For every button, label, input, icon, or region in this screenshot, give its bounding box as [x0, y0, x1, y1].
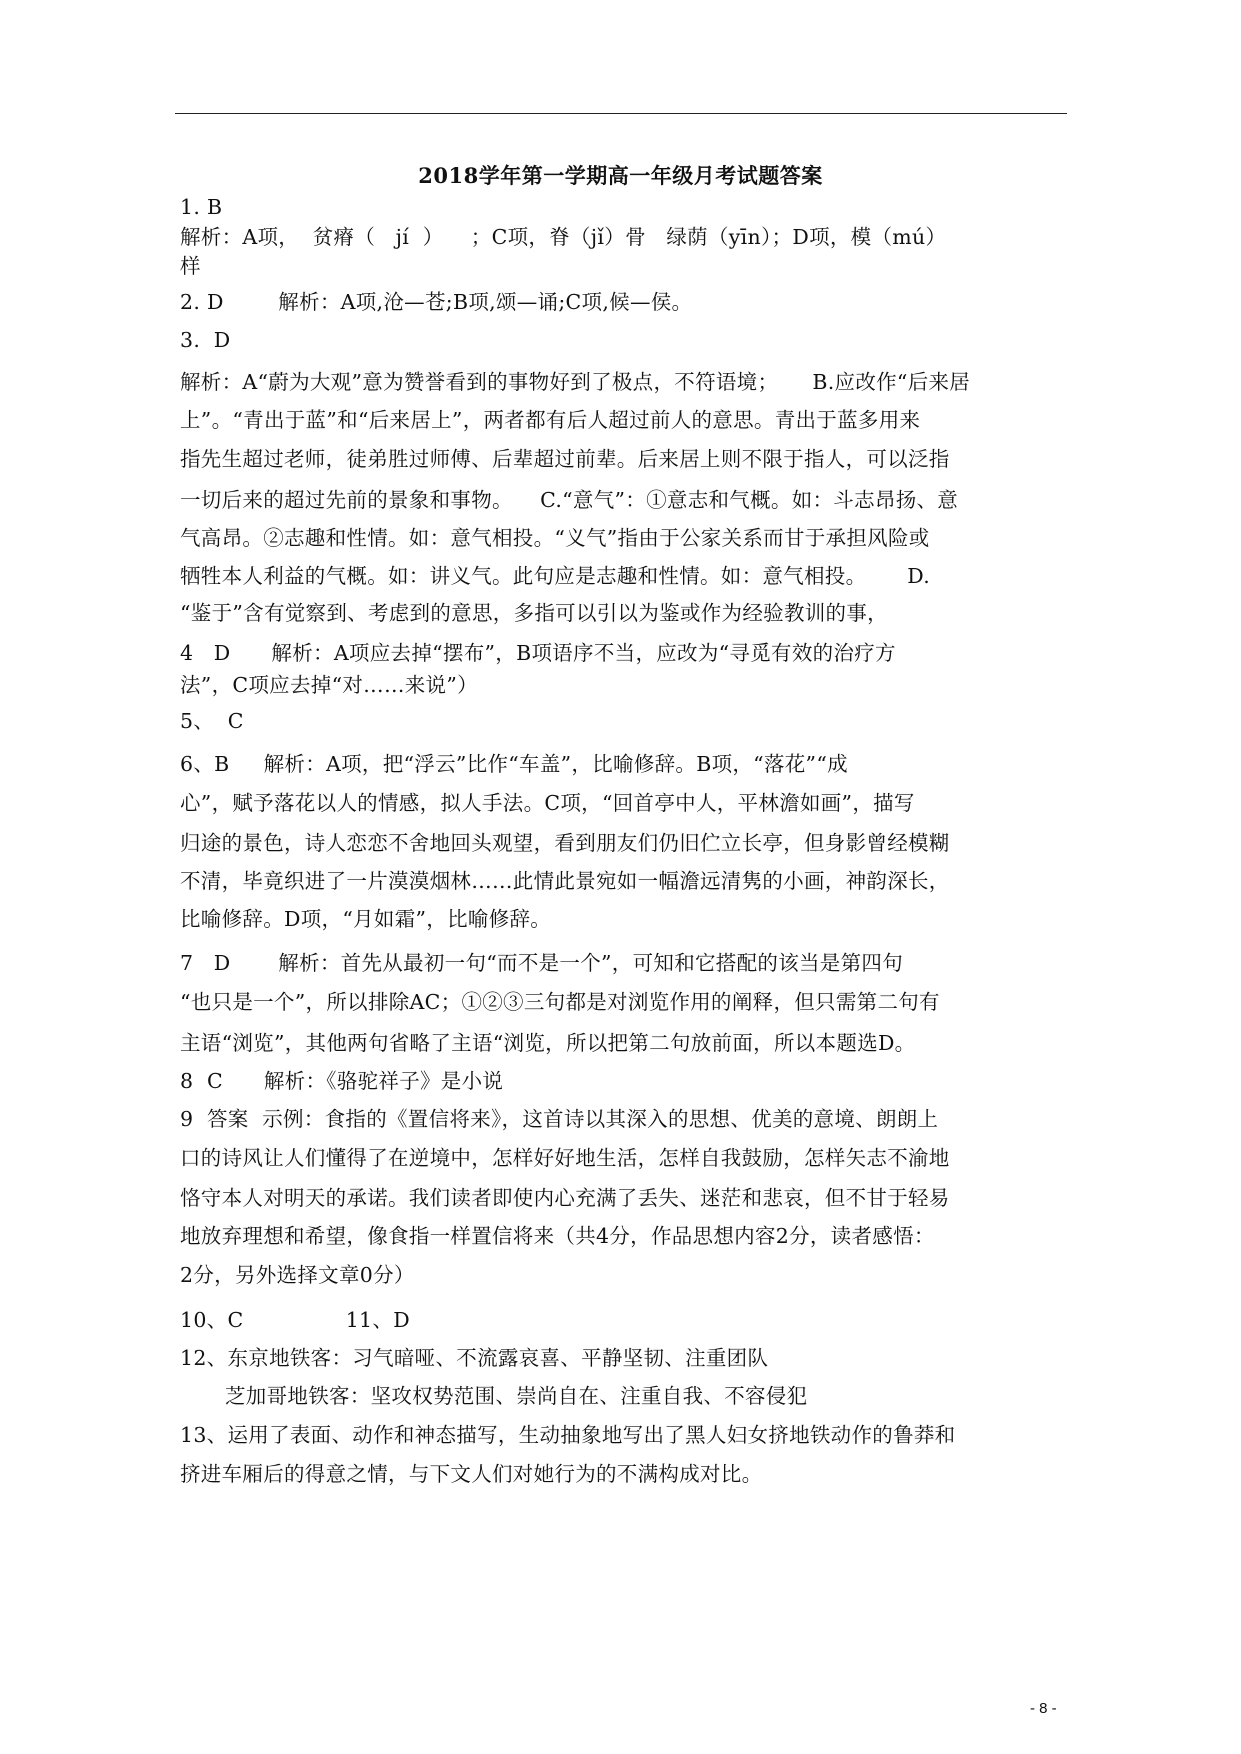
answer-line: 5、 C	[180, 709, 244, 733]
answer-line: 一切后来的超过先前的景象和事物。 C.“意气”：①意志和气概。如：斗志昂扬、意	[180, 488, 959, 512]
answer-line: 解析：A项， 贫瘠（ jí ） ；C项，脊（jǐ）骨 绿荫（yīn）；D项，模（mú）	[180, 225, 947, 249]
answer-line: 归途的景色，诗人恋恋不舍地回头观望，看到朋友们仍旧伫立长亭，但身影曾经模糊	[180, 831, 950, 855]
answer-line: 8 C 解析：《骆驼祥子》是小说	[180, 1069, 504, 1093]
answer-line: 13、运用了表面、动作和神态描写，生动抽象地写出了黑人妇女挤地铁动作的鲁莽和	[180, 1423, 956, 1447]
answer-line: 样	[180, 254, 201, 278]
answer-line: 不清，毕竟织进了一片漠漠烟林……此情此景宛如一幅澹远清隽的小画，神韵深长，	[180, 869, 950, 893]
answer-line: “鉴于”含有觉察到、考虑到的意思，多指可以引以为鉴或作为经验教训的事，	[180, 601, 888, 625]
answer-line: 地放弃理想和希望，像食指一样置信将来（共4分，作品思想内容2分，读者感悟：	[180, 1224, 935, 1248]
answer-line: 2分，另外选择文章0分）	[180, 1263, 415, 1287]
answer-line: 9 答案 示例：食指的《置信将来》，这首诗以其深入的思想、优美的意境、朗朗上	[180, 1107, 939, 1131]
answer-line: 10、C 11、D	[180, 1308, 410, 1332]
answer-line: 7 D 解析：首先从最初一句“而不是一个”，可知和它搭配的该当是第四句	[180, 951, 904, 975]
answer-line: 法”，C项应去掉“对……来说”）	[180, 673, 478, 697]
answer-line: 比喻修辞。D项，“月如霜”，比喻修辞。	[180, 907, 552, 931]
answer-line: 1. B	[180, 195, 223, 219]
answer-line: 上”。“青出于蓝”和“后来居上”，两者都有后人超过前人的意思。青出于蓝多用来	[180, 408, 921, 432]
header-rule	[175, 113, 1067, 114]
answer-line: 恪守本人对明天的承诺。我们读者即使内心充满了丢失、迷茫和悲哀，但不甘于轻易	[180, 1186, 950, 1210]
answer-line: 2. D 解析：A项,沧—苍;B项,颂—诵;C项,候—侯。	[180, 290, 693, 314]
page-title: 2018学年第一学期高一年级月考试题答案	[418, 163, 823, 188]
answer-line: 心”，赋予落花以人的情感，拟人手法。C项，“回首亭中人，平林澹如画”，描写	[180, 791, 915, 815]
answer-line: “也只是一个”，所以排除AC；①②③三句都是对浏览作用的阐释，但只需第二句有	[180, 990, 940, 1014]
answer-line: 牺牲本人利益的气概。如：讲义气。此句应是志趣和性情。如：意气相投。 D.	[180, 564, 931, 588]
answer-line: 12、东京地铁客：习气暗哑、不流露哀喜、平静坚韧、注重团队	[180, 1346, 769, 1370]
answer-line: 4 D 解析：A项应去掉“摆布”，B项语序不当，应改为“寻觅有效的治疗方	[180, 641, 896, 665]
page-number: - 8 -	[1030, 1700, 1057, 1717]
answer-line: 3. D	[180, 328, 231, 352]
answer-line: 指先生超过老师，徒弟胜过师傅、后辈超过前辈。后来居上则不限于指人，可以泛指	[180, 447, 950, 471]
answer-line: 6、B 解析：A项，把“浮云”比作“车盖”，比喻修辞。B项，“落花”“成	[180, 752, 848, 776]
answer-line: 气高昂。②志趣和性情。如：意气相投。“义气”指由于公家关系而甘于承担风险或	[180, 526, 930, 550]
answer-line: 芝加哥地铁客：坚攻权势范围、崇尚自在、注重自我、不容侵犯	[225, 1384, 808, 1408]
answer-line: 主语“浏览”，其他两句省略了主语“浏览，所以把第二句放前面，所以本题选D。	[180, 1031, 916, 1055]
answer-line: 口的诗风让人们懂得了在逆境中，怎样好好地生活，怎样自我鼓励，怎样矢志不渝地	[180, 1146, 950, 1170]
answer-line: 挤进车厢后的得意之情，与下文人们对她行为的不满构成对比。	[180, 1462, 763, 1486]
answer-line: 解析：A“蔚为大观”意为赞誉看到的事物好到了极点，不符语境； B.应改作“后来居	[180, 370, 971, 394]
